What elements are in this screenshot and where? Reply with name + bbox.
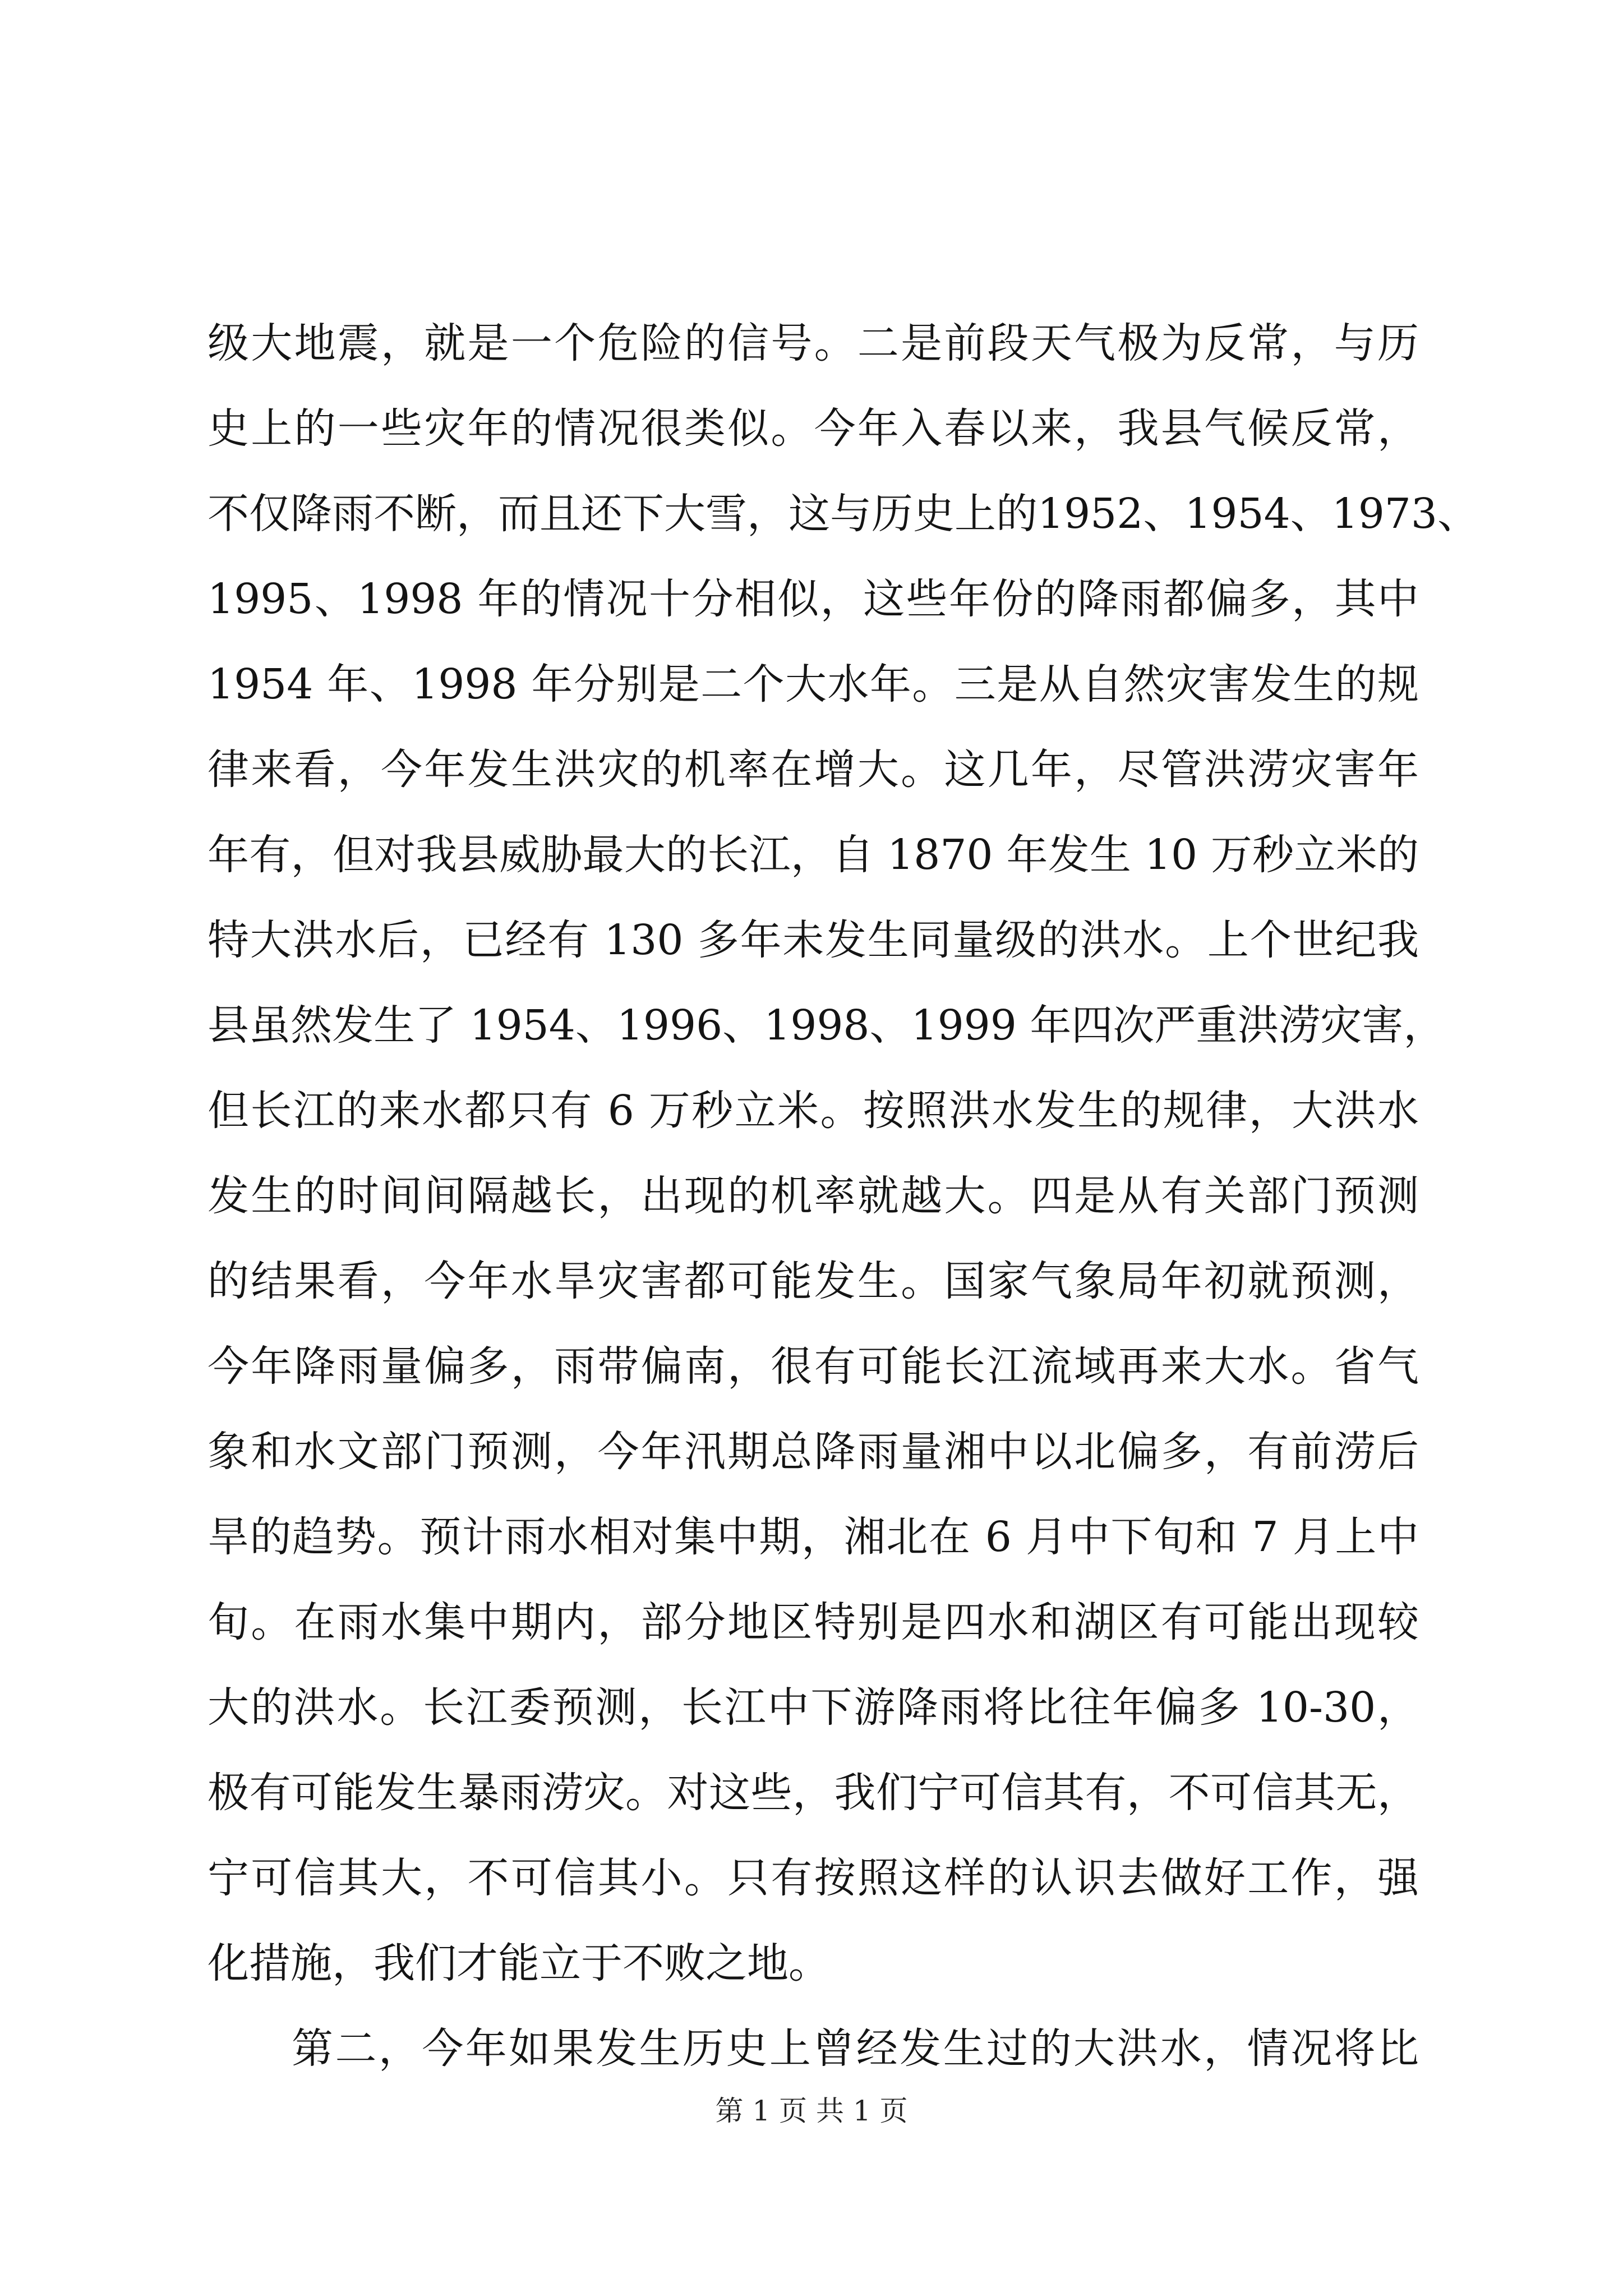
text-line: 的结果看，今年水旱灾害都可能发生。国家气象局年初就预测， xyxy=(208,1257,1419,1305)
text-line: 但长江的来水都只有 6 万秒立米。按照洪水发生的规律，大洪水 xyxy=(208,1087,1419,1135)
text-line: 大的洪水。长江委预测，长江中下游降雨将比往年偏多 10-30， xyxy=(208,1683,1419,1732)
paragraph-last-line: 化措施，我们才能立于不败之地。 xyxy=(208,1939,830,1987)
text-line: 级大地震，就是一个危险的信号。二是前段天气极为反常，与历 xyxy=(208,319,1419,367)
text-line: 发生的时间间隔越长，出现的机率就越大。四是从有关部门预测 xyxy=(208,1172,1419,1220)
text-line: 宁可信其大，不可信其小。只有按照这样的认识去做好工作，强 xyxy=(208,1854,1419,1902)
text-line: 史上的一些灾年的情况很类似。今年入春以来，我县气候反常， xyxy=(208,404,1419,453)
text-line: 不仅降雨不断，而且还下大雪，这与历史上的1952、1954、1973、 xyxy=(208,490,1479,538)
text-line: 旬。在雨水集中期内，部分地区特别是四水和湖区有可能出现较 xyxy=(208,1598,1419,1646)
page-number-label: 第 1 页 共 1 页 xyxy=(715,2095,908,2127)
text-line: 县虽然发生了 1954、1996、1998、1999 年四次严重洪涝灾害， xyxy=(208,1001,1445,1050)
text-line: 年有，但对我县威胁最大的长江，自 1870 年发生 10 万秒立米的 xyxy=(208,831,1419,879)
page-footer xyxy=(0,2091,1623,2131)
text-line: 旱的趋势。预计雨水相对集中期，湘北在 6 月中下旬和 7 月上中 xyxy=(208,1513,1419,1561)
text-line: 极有可能发生暴雨涝灾。对这些，我们宁可信其有，不可信其无， xyxy=(208,1769,1419,1817)
text-line: 律来看，今年发生洪灾的机率在增大。这几年，尽管洪涝灾害年 xyxy=(208,746,1419,794)
text-line: 今年降雨量偏多，雨带偏南，很有可能长江流域再来大水。省气 xyxy=(208,1342,1419,1391)
paragraph-first-line: 第二，今年如果发生历史上曾经发生过的大洪水，情况将比 xyxy=(292,2024,1419,2073)
text-line: 1995、1998 年的情况十分相似，这些年份的降雨都偏多，其中 xyxy=(208,575,1419,623)
text-line: 1954 年、1998 年分别是二个大水年。三是从自然灾害发生的规 xyxy=(208,660,1419,708)
text-line: 象和水文部门预测，今年汛期总降雨量湘中以北偏多，有前涝后 xyxy=(208,1428,1419,1476)
text-line: 特大洪水后，已经有 130 多年未发生同量级的洪水。上个世纪我 xyxy=(208,916,1419,964)
document-body xyxy=(208,301,1479,2091)
